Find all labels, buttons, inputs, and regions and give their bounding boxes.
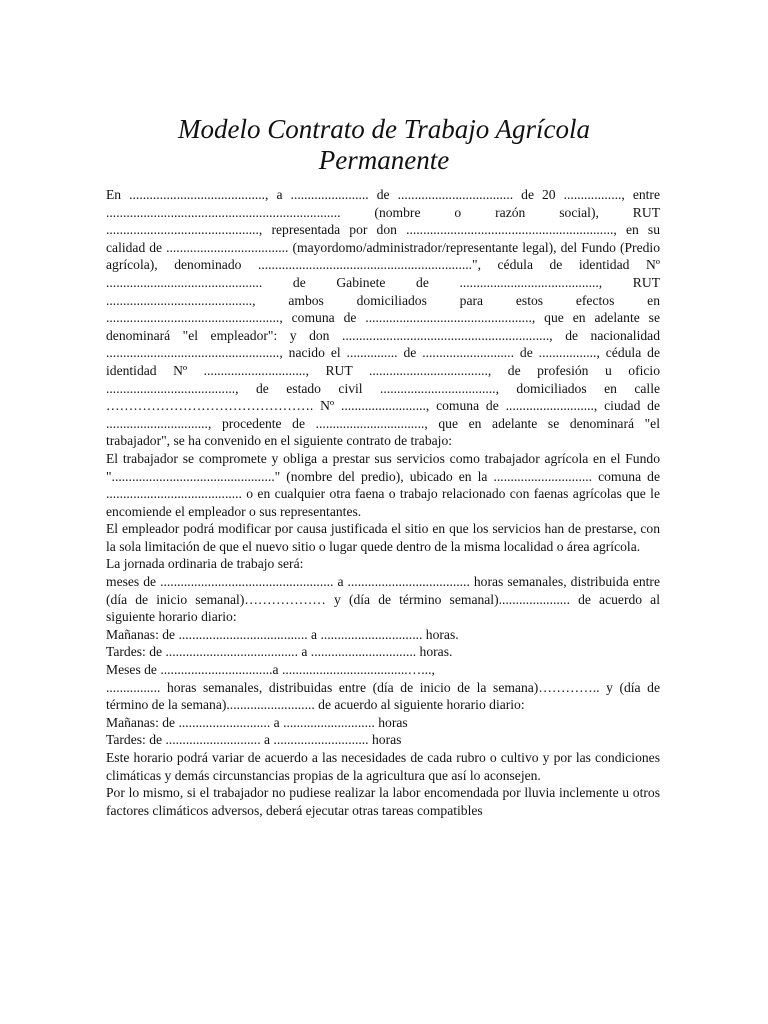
title-line-1: Modelo Contrato de Trabajo Agrícola xyxy=(177,114,590,144)
paragraph-schedule-2: ................ horas semanales, distribuidas entre (día de inicio de la semana)………….. y (día de término de la semana).......................... de acuerdo al siguiente horario diario: xyxy=(106,679,660,713)
paragraph-schedule-1: meses de ................................................... a .................................... horas semanales, distribuida entre (día de inicio semanal)……………… y (día de término semanal)..................... de acuerdo al siguiente horario diario: xyxy=(106,574,660,625)
contract-body xyxy=(106,186,660,819)
paragraph-modification: El empleador podrá modificar por causa justificada el sitio en que los servicios han de prestarse, con la sola limitación de que el nuevo sitio o lugar quede dentro de la misma localidad o área agrícola. xyxy=(106,521,660,554)
paragraph-months-2: Meses de .................................a .....................................…..., xyxy=(106,662,435,678)
paragraph-afternoons-1: Tardes: de ....................................... a ............................... horas. xyxy=(106,644,453,660)
paragraph-obligation: El trabajador se compromete y obliga a prestar sus servicios como trabajador agrícola en el Fundo "................................................" (nombre del predio), ubicado en la ............................. comuna de ........................................ o en cualquier otra faena o trabajo relacionado con faenas agrícolas que le encomiende el empleador o sus representantes. xyxy=(106,450,660,519)
paragraph-mornings-2: Mañanas: de ........................... a ........................... horas xyxy=(106,714,408,730)
paragraph-variation: Este horario podrá variar de acuerdo a las necesidades de cada rubro o cultivo y por las condiciones climáticas y demás circunstancias propias de la agricultura que así lo aconsejen. xyxy=(106,750,660,783)
paragraph-afternoons-2: Tardes: de ............................ a ............................ horas xyxy=(106,732,402,748)
paragraph-mornings-1: Mañanas: de ...................................... a .............................. horas. xyxy=(106,626,459,642)
title-line-2: Permanente xyxy=(318,145,450,175)
paragraph-weather: Por lo mismo, si el trabajador no pudiese realizar la labor encomendada por lluvia inclemente u otros factores climáticos adversos, deberá ejecutar otras tareas compatibles xyxy=(106,785,660,818)
document-title xyxy=(0,114,768,176)
paragraph-jornada-heading: La jornada ordinaria de trabajo será: xyxy=(106,556,304,572)
paragraph-parties: En ........................................, a ....................... de .................................. de 20 ................., entre ..................................................................... (nombre o razón social), RUT ............................................., representada por don ............................................................., en su calidad de .................................... (mayordomo/administrador/representante legal), del Fundo (Predio agrícola), denominado ...............................................................", cédula de identidad Nº .............................................. de Gabinete de ........................................., RUT ..........................................., ambos domiciliados para estos efectos en ..................................................., comuna de ................................................., que en adelante se denominará "el empleador": y don ............................................................., de nacionalidad ..................................................., nacido el ............... de ........................... de ................., cédula de identidad Nº .............................., RUT ..................................., de profesión u oficio ......................................, de estado civil .................................., domiciliados en calle ………………………………………. Nº ........................., comuna de .........................., ciudad de .............................., procedente de ................................, que en adelante se denominará "el trabajador", se ha convenido en el siguiente contrato de trabajo: xyxy=(106,187,660,449)
